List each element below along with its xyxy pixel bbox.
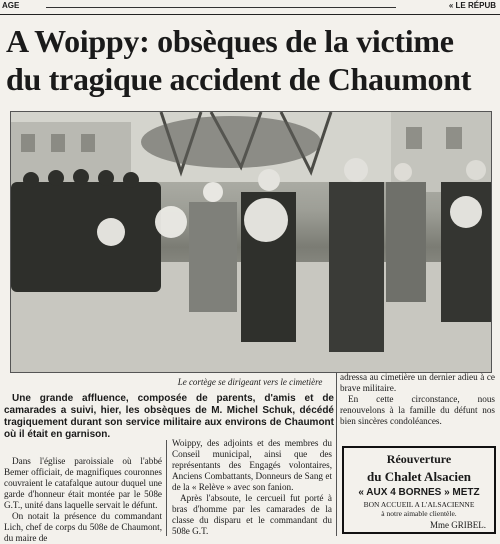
funeral-procession-photo	[10, 111, 492, 373]
article-lead: Une grande affluence, composée de parents, d'amis et de camarades a suivi, hier, les obsèques de M. Michel Schuk, décédé tragiquement durant son service militaire aux environs de Chaumont où il était en garnison.	[4, 393, 334, 440]
section-label-right: « LE RÉPUB	[448, 1, 496, 10]
article-column-3	[340, 372, 495, 427]
ad-title: Réouverture	[386, 452, 452, 466]
paragraph: adressa au cimetière un dernier adieu à ce brave militaire.	[340, 372, 495, 393]
article-headline	[6, 22, 496, 98]
paragraph: En cette circonstance, nous renouvelons à la famille du défunt nos bien sincères condoléances.	[340, 394, 495, 426]
article-column-2	[172, 438, 332, 537]
ad-tagline-2: à notre aimable clientèle.	[381, 509, 457, 518]
photo-illustration	[11, 112, 491, 372]
ad-tagline	[344, 500, 494, 518]
article-column-1	[4, 456, 162, 544]
headline-line-2: du tragique accident de Chaumont	[6, 61, 472, 97]
advertisement-box	[342, 446, 496, 534]
paragraph: Après l'absoute, le cercueil fut porté à bras d'homme par les camarades de la classe du disparu et le commandant du 508e G.T.	[172, 493, 332, 536]
photo-caption: Le cortège se dirigeant vers le cimetière	[177, 377, 323, 387]
header-rule	[46, 7, 396, 8]
ad-business-name: du Chalet Alsacien	[366, 469, 471, 484]
page-header	[0, 0, 500, 15]
paragraph: On notait la présence du commandant Lich, chef de corps du 508e de Chaumont, du maire de	[4, 511, 162, 543]
headline-line-1: A Woippy: obsèques de la victime	[6, 23, 454, 59]
paragraph: Dans l'église paroissiale où l'abbé Bemer officiait, de magnifiques couronnes couvraient le catafalque autour duquel une garde d'honneur était montée par le 508e G.T., unité dans laquelle servait le défunt.	[4, 456, 162, 510]
ad-location: « AUX 4 BORNES » METZ	[358, 487, 480, 498]
ad-signature: Mme GRIBEL.	[430, 520, 486, 530]
column-divider-2	[336, 372, 337, 536]
ad-tagline-1: BON ACCUEIL A L'ALSACIENNE	[363, 500, 475, 509]
column-divider-1	[166, 440, 167, 536]
paragraph: Woippy, des adjoints et des membres du Conseil municipal, ainsi que des représentants des Engagés volontaires, Anciens Combattants, Donneurs de Sang et de la « Relève » avec son fanion.	[172, 438, 332, 492]
section-label-left: AGE	[2, 1, 20, 10]
